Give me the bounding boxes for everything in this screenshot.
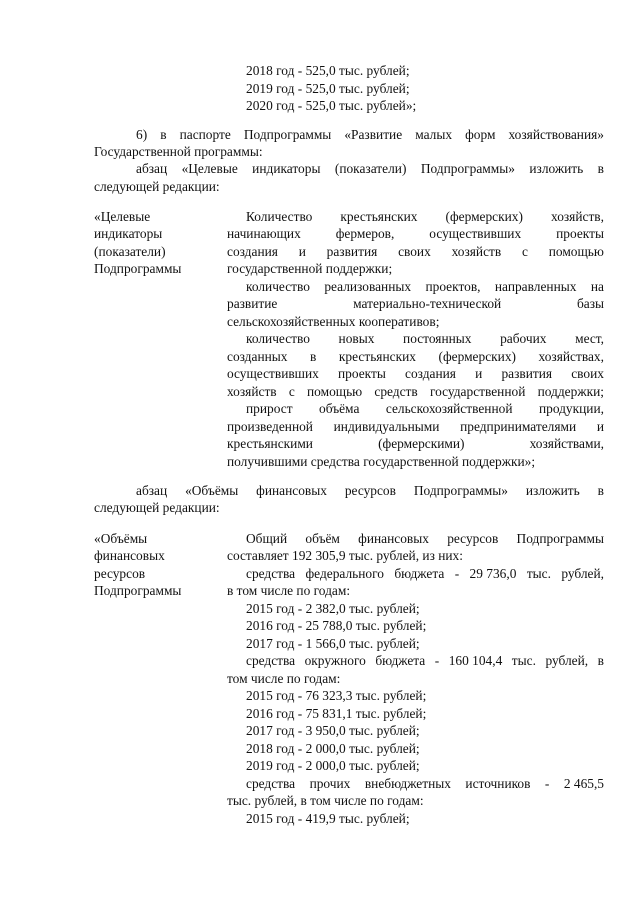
abzac-line — [136, 482, 604, 499]
word: абзац — [136, 483, 168, 498]
table-text-line — [246, 565, 604, 582]
word: средства — [246, 776, 296, 791]
paragraph-6-line: Государственной программы: — [94, 144, 263, 159]
word: объёма — [319, 401, 360, 416]
table-text-line: 2016 год - 25 788,0 тыс. рублей; — [246, 618, 427, 633]
word: изложить — [525, 483, 580, 498]
word: Подпрограммы» — [413, 483, 508, 498]
word: Подпрограммы» — [420, 161, 515, 176]
word: «Целевые — [181, 161, 238, 176]
table-text-line: 2019 год - 2 000,0 тыс. рублей; — [246, 758, 420, 773]
word: в — [597, 653, 604, 668]
word: проекты — [556, 226, 604, 241]
word: прочих — [309, 776, 351, 791]
word: средств — [374, 384, 418, 399]
word: создания — [405, 366, 456, 381]
table-label: «Объёмы — [94, 531, 148, 546]
word: внебюджетных — [364, 776, 451, 791]
word: Количество — [246, 209, 313, 224]
word: направленных — [494, 279, 577, 294]
word: 2 465,5 — [563, 776, 604, 791]
word: источников — [465, 776, 531, 791]
word: Подпрограммы — [516, 531, 604, 546]
word: начинающих — [227, 226, 301, 241]
word: хозяйствования» — [508, 127, 604, 142]
table-text-line — [246, 530, 604, 547]
table-text-line — [227, 383, 604, 400]
word: хозяйств, — [551, 209, 604, 224]
word: малых — [415, 127, 453, 142]
word: федерального — [305, 566, 384, 581]
table-text-line: 2015 год - 2 382,0 тыс. рублей; — [246, 601, 420, 616]
word: индикаторы — [252, 161, 321, 176]
word: развития — [326, 244, 378, 259]
word: 29 736,0 — [469, 566, 517, 581]
word: средства — [246, 566, 296, 581]
word: создания — [227, 244, 278, 259]
word: количество — [246, 279, 310, 294]
table-text-line: 2015 год - 419,9 тыс. рублей; — [246, 811, 410, 826]
table-text-line — [227, 365, 604, 382]
word: 160 104,4 — [448, 653, 503, 668]
table-label: Подпрограммы — [94, 583, 182, 598]
word: на — [590, 279, 604, 294]
table-label: финансовых — [94, 548, 165, 563]
word: крестьянских — [340, 209, 418, 224]
word: изложить — [529, 161, 584, 176]
word: бюджета — [394, 566, 445, 581]
word: в — [597, 161, 604, 176]
word: проекты — [338, 366, 386, 381]
table-text-line — [227, 295, 604, 312]
word: прирост — [246, 401, 293, 416]
table-label: (показатели) — [94, 244, 166, 259]
table-text-line — [246, 208, 604, 225]
word: хозяйствами, — [529, 436, 604, 451]
word: сельскохозяйственной — [385, 401, 513, 416]
table-text-line: 2018 год - 2 000,0 тыс. рублей; — [246, 741, 420, 756]
word: индивидуальными — [333, 419, 440, 434]
word: мест, — [575, 331, 604, 346]
table-label: Подпрограммы — [94, 261, 182, 276]
word: развития — [501, 366, 553, 381]
word: крестьянскими — [227, 436, 313, 451]
table-text-line: получившими средства государственной поддержки»; — [227, 454, 536, 469]
word: своих — [398, 244, 431, 259]
table-text-line: составляет 192 305,9 тыс. рублей, из них: — [227, 548, 463, 563]
text-line: 2019 год - 525,0 тыс. рублей; — [246, 81, 410, 96]
abzac-line — [136, 160, 604, 177]
word: базы — [576, 296, 604, 311]
word: (показатели) — [334, 161, 407, 176]
table-text-line — [246, 652, 604, 669]
word: созданных — [227, 349, 288, 364]
word: в — [597, 483, 604, 498]
table-text-line: 2016 год - 75 831,1 тыс. рублей; — [246, 706, 427, 721]
word: (фермерскими) — [378, 436, 465, 451]
word: Общий — [246, 531, 288, 546]
word: бюджета — [375, 653, 426, 668]
word: в — [310, 349, 317, 364]
word: 6) — [136, 127, 148, 142]
table-text-line — [227, 225, 604, 242]
word: (фермерских) — [438, 349, 516, 364]
table-text-line — [227, 435, 604, 452]
table-label: «Целевые — [94, 209, 151, 224]
word: рублей, — [561, 566, 604, 581]
table-text-line — [246, 330, 604, 347]
word: помощью — [306, 384, 363, 399]
word: рублей, — [545, 653, 589, 668]
text-line: 2018 год - 525,0 тыс. рублей; — [246, 63, 410, 78]
word: с — [288, 384, 295, 399]
word: в — [160, 127, 167, 142]
word: количество — [246, 331, 310, 346]
table-text-line: тыс. рублей, в том числе по годам: — [227, 793, 424, 808]
table-text-line: 2017 год - 3 950,0 тыс. рублей; — [246, 723, 420, 738]
word: предпринимателями — [460, 419, 577, 434]
table-text-line — [227, 348, 604, 365]
word: «Развитие — [344, 127, 403, 142]
table-label: ресурсов — [94, 566, 146, 581]
abzac-line: следующей редакции: — [94, 179, 220, 194]
table-text-line — [246, 278, 604, 295]
word: окружного — [304, 653, 366, 668]
word: средства — [246, 653, 296, 668]
table-text-line — [227, 418, 604, 435]
word: крестьянских — [338, 349, 416, 364]
table-text-line: в том числе по годам: — [227, 583, 351, 598]
paragraph-6-line — [136, 126, 604, 143]
word: развитие — [227, 296, 278, 311]
table-label: индикаторы — [94, 226, 163, 241]
word: ресурсов — [447, 531, 499, 546]
word: и — [596, 419, 604, 434]
word: реализованных — [324, 279, 412, 294]
word: продукции, — [538, 401, 604, 416]
word: поддержки; — [537, 384, 604, 399]
word: «Объёмы — [185, 483, 239, 498]
word: ресурсов — [344, 483, 396, 498]
word: паспорте — [179, 127, 231, 142]
table-text-line: государственной поддержки; — [227, 261, 393, 276]
word: (фермерских) — [445, 209, 523, 224]
text-line: 2020 год - 525,0 тыс. рублей»; — [246, 98, 417, 113]
table-text-line: сельскохозяйственных кооперативов; — [227, 314, 440, 329]
word: с — [521, 244, 528, 259]
table-text-line — [227, 243, 604, 260]
table-text-line: 2015 год - 76 323,3 тыс. рублей; — [246, 688, 427, 703]
word: своих — [571, 366, 604, 381]
word: проектов, — [425, 279, 481, 294]
word: Подпрограммы — [243, 127, 332, 142]
table-text-line — [246, 400, 604, 417]
word: - — [454, 566, 460, 581]
word: абзац — [136, 161, 168, 176]
word: осуществивших — [227, 366, 319, 381]
word: осуществивших — [429, 226, 522, 241]
word: и — [298, 244, 306, 259]
word: произведенной — [227, 419, 313, 434]
abzac-line: следующей редакции: — [94, 500, 220, 515]
word: фермеров, — [335, 226, 395, 241]
word: финансовых — [358, 531, 429, 546]
word: объём — [305, 531, 340, 546]
word: новых — [338, 331, 375, 346]
word: рабочих — [500, 331, 547, 346]
table-text-line — [246, 775, 604, 792]
word: финансовых — [256, 483, 327, 498]
word: форм — [465, 127, 496, 142]
table-text-line: 2017 год - 1 566,0 тыс. рублей; — [246, 636, 420, 651]
word: хозяйствах, — [538, 349, 604, 364]
word: хозяйств — [227, 384, 277, 399]
word: государственной — [429, 384, 526, 399]
word: - — [434, 653, 440, 668]
word: - — [544, 776, 550, 791]
word: постоянных — [403, 331, 472, 346]
word: и — [475, 366, 483, 381]
word: материально-технической — [353, 296, 502, 311]
word: хозяйств — [451, 244, 502, 259]
word: помощью — [548, 244, 604, 259]
table-text-line: том числе по годам: — [227, 671, 341, 686]
word: тыс. — [511, 653, 536, 668]
word: тыс. — [526, 566, 551, 581]
